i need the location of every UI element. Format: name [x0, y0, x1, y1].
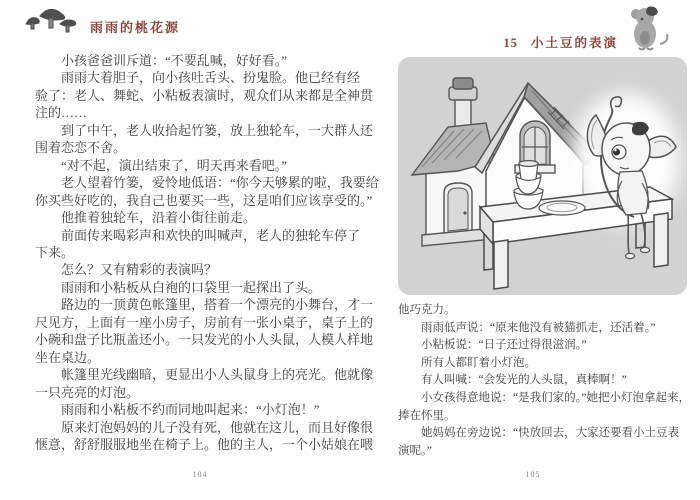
text-line: “对不起，演出结束了，明天再来看吧。” [61, 157, 288, 173]
text-line: 验了：老人、舞蛇、小粘板表演时，观众们从来都是全神贯 [35, 87, 374, 103]
text-line: 惬意，舒舒服服地坐在椅子上。他的主人，一个小姑娘在喂 [35, 436, 374, 452]
text-line: 前面传来喝彩声和欢快的叫喊声，老人的独轮车停了 [61, 227, 361, 243]
text-line: 小碗和盘子比瓶盖还小。一只发光的小人头鼠，人模人样地 [35, 332, 374, 348]
right-page-text [398, 302, 688, 460]
text-line: 他推着独轮车，沿着小街往前走。 [61, 210, 257, 226]
text-line: 路边的一顶黄色帐篷里，搭着一个漂亮的小舞台，才一 [61, 297, 374, 313]
text-line: 雨雨大着胆子，向小孩吐舌头、扮鬼脸。他已经有经 [61, 70, 361, 86]
mouse-body [618, 171, 648, 215]
text-line: 你买些好吃的，我自己也要买一些，这是咱们应该享受的。” [35, 192, 373, 208]
left-page-number: 104 [192, 470, 208, 479]
text-line: 她妈妈在旁边说：“快放回去，大家还要看小土豆表 [421, 427, 680, 440]
text-line: 坐在桌边。 [35, 349, 101, 365]
text-line: 捧在怀里。 [398, 409, 456, 422]
chapter-heading [503, 33, 618, 51]
chapter-number: 15 [503, 35, 518, 50]
text-line: 下来。 [35, 244, 75, 260]
text-line: 雨雨低声说：“原来他没有被猫抓走，还活着。” [421, 321, 656, 334]
text-line: 有人叫喊：“会发光的人头鼠，真棒啊！” [421, 374, 627, 387]
text-line: 帐篷里光线幽暗，更显出小人头鼠身上的亮光。他就像 [61, 367, 374, 383]
text-line: 雨雨和小粘板从白袍的口袋里一起探出了头。 [61, 279, 322, 295]
right-page-header [503, 4, 670, 61]
text-line: 原来灯泡妈妈的儿子没有死，他就在这儿，而且好像很 [61, 419, 374, 435]
text-line: 小粘板说：“日子还过得很滋润。” [421, 339, 587, 352]
left-page-header [24, 6, 180, 47]
story-illustration [398, 57, 687, 295]
right-page-number: 105 [525, 470, 541, 479]
book-title: 雨雨的桃花源 [90, 20, 181, 35]
plate [539, 201, 585, 215]
text-line: 注的…… [35, 105, 88, 121]
text-line: 演呢。” [398, 444, 432, 457]
text-line: 雨雨和小粘板不约而同地叫起来：“小灯泡！” [61, 402, 320, 418]
text-line: 老人望着竹篓，爱怜地低语：“你今天够累的啦，我要给 [61, 175, 379, 191]
text-line: 围着恋恋不舍。 [35, 140, 127, 156]
text-line: 怎么？又有精彩的表演吗？ [61, 262, 218, 278]
mouse-icon [626, 4, 670, 61]
text-line: 小女孩得意地说：“是我们家的。”她把小灯泡拿起来， [421, 391, 690, 404]
chapter-title: 小土豆的表演 [530, 35, 618, 50]
mushrooms-icon [24, 6, 80, 47]
text-line: 所有人都盯着小灯泡。 [421, 356, 536, 369]
left-page-text [35, 52, 379, 453]
text-line: 他巧克力。 [398, 304, 456, 316]
text-line: 小孩爸爸训斥道：“不要乱喊，好好看。” [61, 53, 288, 68]
text-line: 尺见方，上面有一座小房子，房前有一张小桌子，桌子上的 [35, 314, 374, 330]
text-line: 到了中午，老人收拾起竹篓，放上独轮车，一大群人还 [61, 122, 374, 138]
text-line: 一只亮亮的灯泡。 [35, 384, 140, 400]
